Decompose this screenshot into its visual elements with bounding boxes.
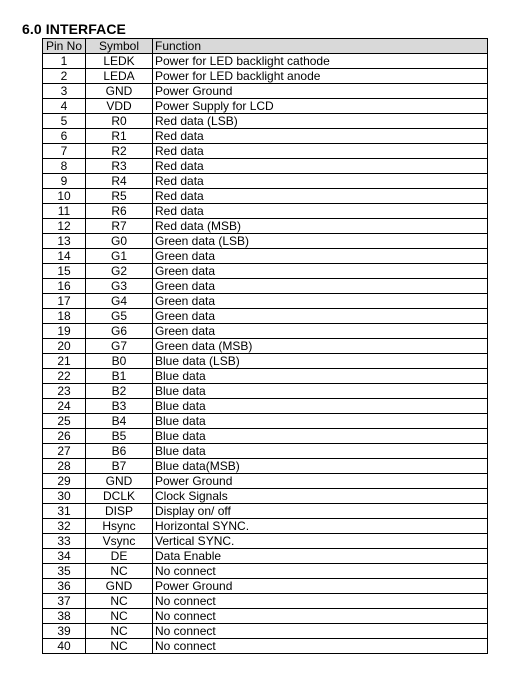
function-cell: Data Enable: [153, 549, 488, 564]
function-cell: Power Ground: [153, 579, 488, 594]
table-row: [43, 564, 488, 579]
symbol-cell: G3: [86, 279, 153, 294]
function-cell: No connect: [153, 564, 488, 579]
table-row: [43, 624, 488, 639]
function-cell: Power Supply for LCD: [153, 99, 488, 114]
pin-number-cell: 39: [43, 624, 86, 639]
function-cell: Blue data: [153, 369, 488, 384]
symbol-cell: DCLK: [86, 489, 153, 504]
pin-number-cell: 15: [43, 264, 86, 279]
pin-number-cell: 13: [43, 234, 86, 249]
function-cell: Blue data: [153, 444, 488, 459]
table-row: [43, 69, 488, 84]
function-cell: Red data: [153, 204, 488, 219]
function-cell: No connect: [153, 609, 488, 624]
pin-number-cell: 10: [43, 189, 86, 204]
table-row: [43, 534, 488, 549]
table-row: [43, 639, 488, 654]
pin-number-cell: 37: [43, 594, 86, 609]
symbol-cell: G6: [86, 324, 153, 339]
function-cell: Power Ground: [153, 84, 488, 99]
pin-number-cell: 28: [43, 459, 86, 474]
pin-number-cell: 12: [43, 219, 86, 234]
function-cell: Green data: [153, 324, 488, 339]
symbol-cell: R4: [86, 174, 153, 189]
function-cell: Green data: [153, 309, 488, 324]
symbol-cell: R3: [86, 159, 153, 174]
symbol-cell: DISP: [86, 504, 153, 519]
function-cell: Green data: [153, 264, 488, 279]
table-row: [43, 384, 488, 399]
symbol-cell: R6: [86, 204, 153, 219]
pin-number-cell: 7: [43, 144, 86, 159]
symbol-cell: NC: [86, 609, 153, 624]
table-row: [43, 159, 488, 174]
table-row: [43, 414, 488, 429]
function-cell: Blue data (LSB): [153, 354, 488, 369]
table-row: [43, 144, 488, 159]
table-row: [43, 54, 488, 69]
pin-table-body: [43, 54, 488, 654]
function-cell: Red data: [153, 144, 488, 159]
function-cell: Green data: [153, 249, 488, 264]
table-row: [43, 609, 488, 624]
symbol-cell: R1: [86, 129, 153, 144]
function-cell: Power for LED backlight cathode: [153, 54, 488, 69]
pin-number-cell: 17: [43, 294, 86, 309]
function-cell: Horizontal SYNC.: [153, 519, 488, 534]
table-header-row: [43, 39, 488, 54]
pin-number-cell: 16: [43, 279, 86, 294]
function-cell: Power Ground: [153, 474, 488, 489]
function-cell: Red data: [153, 129, 488, 144]
pin-number-cell: 4: [43, 99, 86, 114]
header-function: Function: [153, 39, 488, 54]
symbol-cell: NC: [86, 564, 153, 579]
table-row: [43, 369, 488, 384]
symbol-cell: NC: [86, 594, 153, 609]
symbol-cell: R7: [86, 219, 153, 234]
pin-number-cell: 20: [43, 339, 86, 354]
pin-number-cell: 34: [43, 549, 86, 564]
symbol-cell: LEDK: [86, 54, 153, 69]
pin-number-cell: 30: [43, 489, 86, 504]
pin-table: [42, 38, 488, 654]
symbol-cell: GND: [86, 579, 153, 594]
symbol-cell: G7: [86, 339, 153, 354]
table-row: [43, 249, 488, 264]
table-row: [43, 459, 488, 474]
table-row: [43, 504, 488, 519]
function-cell: Red data: [153, 159, 488, 174]
symbol-cell: R5: [86, 189, 153, 204]
function-cell: Power for LED backlight anode: [153, 69, 488, 84]
function-cell: Blue data(MSB): [153, 459, 488, 474]
function-cell: Red data: [153, 189, 488, 204]
table-row: [43, 474, 488, 489]
pin-number-cell: 19: [43, 324, 86, 339]
pin-number-cell: 35: [43, 564, 86, 579]
table-row: [43, 309, 488, 324]
symbol-cell: R0: [86, 114, 153, 129]
table-row: [43, 264, 488, 279]
symbol-cell: LEDA: [86, 69, 153, 84]
pin-number-cell: 6: [43, 129, 86, 144]
symbol-cell: G2: [86, 264, 153, 279]
table-row: [43, 579, 488, 594]
function-cell: Red data (MSB): [153, 219, 488, 234]
symbol-cell: GND: [86, 474, 153, 489]
table-row: [43, 99, 488, 114]
function-cell: Display on/ off: [153, 504, 488, 519]
symbol-cell: NC: [86, 639, 153, 654]
pin-number-cell: 32: [43, 519, 86, 534]
table-row: [43, 234, 488, 249]
pin-number-cell: 14: [43, 249, 86, 264]
pin-number-cell: 22: [43, 369, 86, 384]
table-row: [43, 489, 488, 504]
function-cell: Blue data: [153, 414, 488, 429]
function-cell: No connect: [153, 624, 488, 639]
table-row: [43, 429, 488, 444]
pin-number-cell: 23: [43, 384, 86, 399]
symbol-cell: B7: [86, 459, 153, 474]
pin-number-cell: 18: [43, 309, 86, 324]
pin-number-cell: 36: [43, 579, 86, 594]
function-cell: Red data: [153, 174, 488, 189]
symbol-cell: GND: [86, 84, 153, 99]
pin-number-cell: 1: [43, 54, 86, 69]
pin-number-cell: 27: [43, 444, 86, 459]
function-cell: Green data (MSB): [153, 339, 488, 354]
symbol-cell: B2: [86, 384, 153, 399]
pin-number-cell: 9: [43, 174, 86, 189]
pin-number-cell: 33: [43, 534, 86, 549]
symbol-cell: G5: [86, 309, 153, 324]
symbol-cell: G1: [86, 249, 153, 264]
table-row: [43, 84, 488, 99]
table-row: [43, 354, 488, 369]
function-cell: Green data: [153, 279, 488, 294]
function-cell: Green data: [153, 294, 488, 309]
function-cell: Blue data: [153, 384, 488, 399]
table-row: [43, 594, 488, 609]
pin-number-cell: 40: [43, 639, 86, 654]
section-title: 6.0 INTERFACE: [22, 21, 126, 37]
function-cell: Red data (LSB): [153, 114, 488, 129]
pin-number-cell: 2: [43, 69, 86, 84]
table-row: [43, 279, 488, 294]
pin-number-cell: 24: [43, 399, 86, 414]
table-row: [43, 114, 488, 129]
table-row: [43, 324, 488, 339]
function-cell: Vertical SYNC.: [153, 534, 488, 549]
table-row: [43, 399, 488, 414]
function-cell: Blue data: [153, 429, 488, 444]
table-row: [43, 294, 488, 309]
pin-number-cell: 31: [43, 504, 86, 519]
table-row: [43, 549, 488, 564]
pin-number-cell: 26: [43, 429, 86, 444]
table-row: [43, 129, 488, 144]
symbol-cell: DE: [86, 549, 153, 564]
table-row: [43, 219, 488, 234]
pin-number-cell: 3: [43, 84, 86, 99]
symbol-cell: Vsync: [86, 534, 153, 549]
pin-number-cell: 11: [43, 204, 86, 219]
table-row: [43, 174, 488, 189]
symbol-cell: NC: [86, 624, 153, 639]
pin-number-cell: 25: [43, 414, 86, 429]
pin-number-cell: 21: [43, 354, 86, 369]
table-row: [43, 204, 488, 219]
pin-number-cell: 29: [43, 474, 86, 489]
symbol-cell: B6: [86, 444, 153, 459]
function-cell: No connect: [153, 594, 488, 609]
symbol-cell: Hsync: [86, 519, 153, 534]
symbol-cell: G0: [86, 234, 153, 249]
header-pin-no: Pin No: [43, 39, 86, 54]
function-cell: Clock Signals: [153, 489, 488, 504]
table-row: [43, 444, 488, 459]
symbol-cell: B4: [86, 414, 153, 429]
symbol-cell: B5: [86, 429, 153, 444]
pin-number-cell: 5: [43, 114, 86, 129]
table-row: [43, 339, 488, 354]
symbol-cell: VDD: [86, 99, 153, 114]
table-row: [43, 189, 488, 204]
pin-number-cell: 8: [43, 159, 86, 174]
symbol-cell: G4: [86, 294, 153, 309]
symbol-cell: B3: [86, 399, 153, 414]
function-cell: No connect: [153, 639, 488, 654]
header-symbol: Symbol: [86, 39, 153, 54]
function-cell: Green data (LSB): [153, 234, 488, 249]
symbol-cell: B0: [86, 354, 153, 369]
function-cell: Blue data: [153, 399, 488, 414]
symbol-cell: R2: [86, 144, 153, 159]
pin-number-cell: 38: [43, 609, 86, 624]
table-row: [43, 519, 488, 534]
symbol-cell: B1: [86, 369, 153, 384]
